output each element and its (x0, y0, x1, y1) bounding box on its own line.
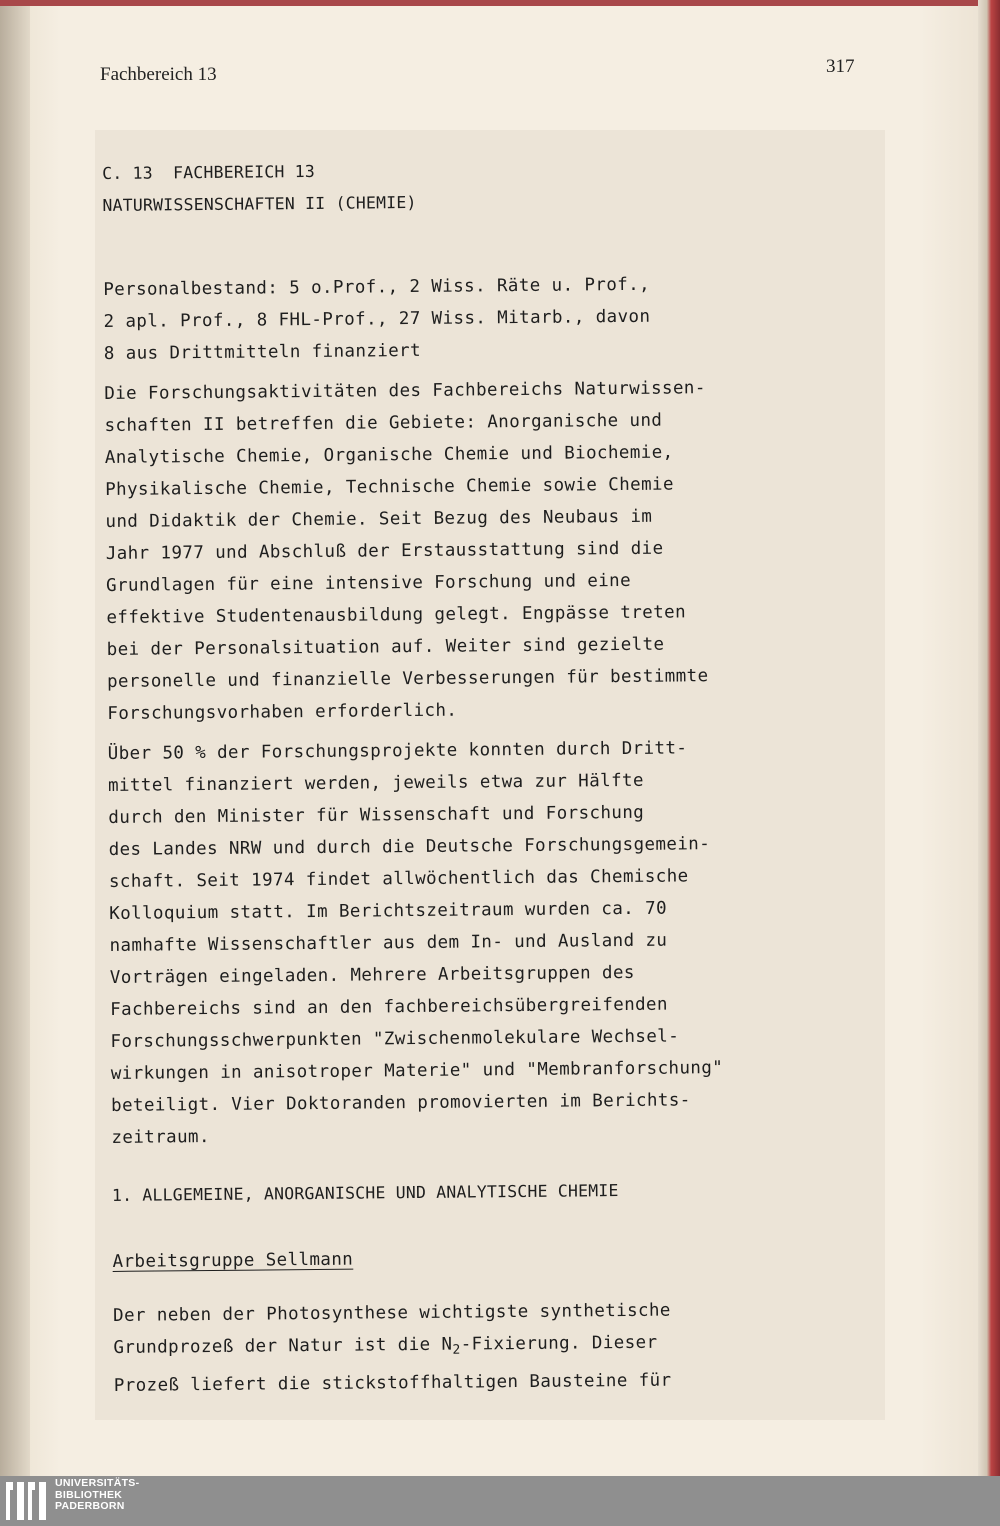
paragraph-3-line-2-start: Grundprozeß der Natur ist die N (113, 1334, 453, 1358)
logo-bar (39, 1482, 46, 1520)
paragraph-2-line: Forschungsschwerpunkten "Zwischenmolekulare Wechsel- (110, 1026, 680, 1052)
paragraph-2-line: des Landes NRW und durch die Deutsche Forschungsgemein- (108, 834, 711, 860)
chapter-heading-line-2: NATURWISSENSCHAFTEN II (CHEMIE) (102, 192, 417, 215)
paragraph-2-line: mittel finanziert werden, jeweils etwa zur Hälfte (107, 770, 644, 796)
subsection-heading: Arbeitsgruppe Sellmann (112, 1249, 354, 1272)
logo-bar (17, 1482, 24, 1520)
paragraph-1-line: Jahr 1977 und Abschluß der Erstausstattung sind die (105, 538, 664, 564)
library-logo-icon (4, 1478, 52, 1524)
paragraph-3-line-2-end: -Fixierung. Dieser (460, 1332, 658, 1355)
paragraph-2-line: wirkungen in anisotroper Materie" und "Membranforschung" (110, 1058, 724, 1084)
library-footer-bar (0, 1476, 1000, 1526)
paragraph-1-line: Analytische Chemie, Organische Chemie und Biochemie, (104, 442, 674, 468)
paragraph-1-line: Die Forschungsaktivitäten des Fachbereichs Naturwissen- (104, 378, 706, 404)
library-name-line: PADERBORN (55, 1500, 125, 1512)
library-name-line: BIBLIOTHEK (55, 1488, 123, 1501)
paragraph-2-line: Fachbereichs sind an den fachbereichsübergreifenden (110, 994, 668, 1020)
library-name (55, 1478, 139, 1513)
paragraph-3-line: Prozeß liefert die stickstoffhaltigen Bausteine für (113, 1370, 672, 1396)
paragraph-1-line: schaften II betreffen die Gebiete: Anorganische und (104, 410, 663, 436)
paragraph-2-line: zeitraum. (111, 1127, 210, 1148)
paragraph-1-line: Physikalische Chemie, Technische Chemie sowie Chemie (105, 474, 674, 500)
library-name-line: UNIVERSITÄTS- (55, 1477, 140, 1489)
paragraph-3-line: Der neben der Photosynthese wichtigste synthetische (113, 1300, 671, 1326)
paragraph-1-line: bei der Personalsituation auf. Weiter sind gezielte (106, 634, 665, 660)
logo-bar-notch (10, 1490, 13, 1520)
page-gutter (0, 6, 30, 1476)
book-edge-right (978, 0, 1000, 1476)
paragraph-1-line: effektive Studentenausbildung gelegt. Engpässe treten (106, 602, 687, 628)
logo-bar-notch (32, 1490, 35, 1520)
paragraph-2-line: Kolloquium statt. Im Berichtszeitraum wurden ca. 70 (109, 898, 668, 924)
paragraph-1-line: personelle und finanzielle Verbesserungen für bestimmte (106, 666, 709, 692)
personnel-line: 2 apl. Prof., 8 FHL-Prof., 27 Wiss. Mitarb., davon (103, 306, 651, 332)
paragraph-2-line: beteiligt. Vier Doktoranden promovierten im Berichts- (111, 1090, 691, 1116)
paragraph-2-line: durch den Minister für Wissenschaft und Forschung (108, 802, 645, 828)
personnel-line: Personalbestand: 5 o.Prof., 2 Wiss. Räte u. Prof., (103, 274, 651, 300)
running-head: Fachbereich 13 (100, 64, 217, 85)
subscript-2: 2 (452, 1342, 461, 1358)
paragraph-2-line: namhafte Wissenschaftler aus dem In- und Ausland zu (109, 930, 668, 956)
personnel-line: 8 aus Drittmitteln finanziert (103, 340, 422, 364)
paragraph-1-line: Forschungsvorhaben erforderlich. (107, 700, 458, 724)
section-heading: 1. ALLGEMEINE, ANORGANISCHE UND ANALYTISCHE CHEMIE (111, 1181, 619, 1205)
paragraph-1-line: Grundlagen für eine intensive Forschung und eine (106, 570, 632, 596)
page-text-block (102, 151, 834, 1402)
paragraph-2-line: Vorträgen eingeladen. Mehrere Arbeitsgruppen des (109, 962, 635, 988)
paragraph-1-line: und Didaktik der Chemie. Seit Bezug des Neubaus im (105, 506, 653, 532)
paragraph-2-line: Über 50 % der Forschungsprojekte konnten durch Dritt- (107, 738, 688, 764)
chapter-heading-line-1: C. 13 FACHBEREICH 13 (102, 161, 316, 183)
page-number: 317 (826, 56, 855, 77)
paragraph-2-line: schaft. Seit 1974 findet allwöchentlich das Chemische (108, 866, 689, 892)
